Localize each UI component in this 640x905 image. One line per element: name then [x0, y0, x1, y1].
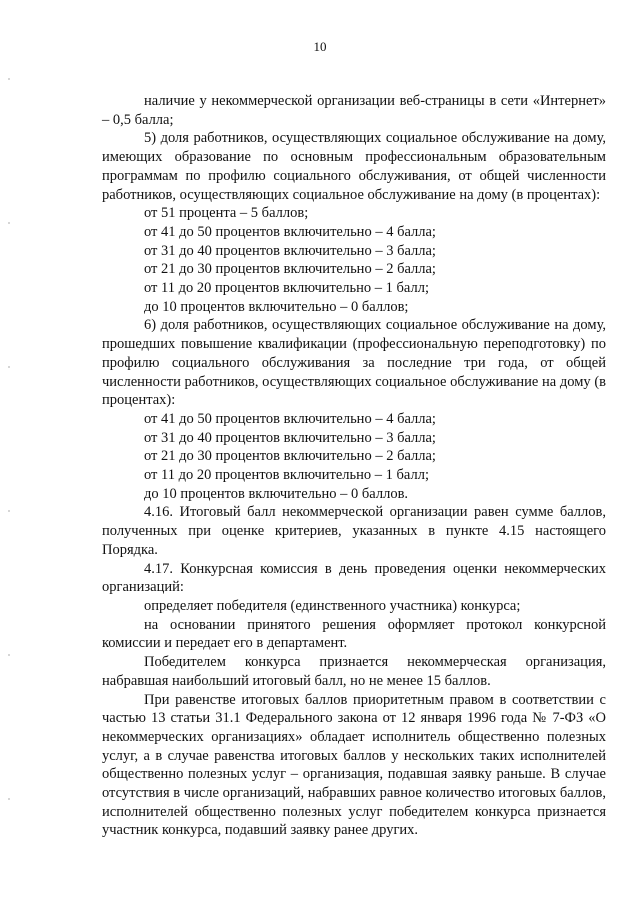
paragraph: При равенстве итоговых баллов приоритетным правом в соответствии с частью 13 статьи 31.1 Федерального закона от 12 января 1996 года № 7-ФЗ «О некоммерческих организациях» обладает исполнитель общественно полезных услуг, а в случае равенства итоговых баллов у нескольких таких исполнителей общественно полезных услуг – организация, подавшая заявку раньше. В случае отсутствия в числе организаций, набравших равное количество итоговых баллов, исполнителей общественно полезных услуг победителем конкурса признается участник конкурса, подавший заявку ранее других. — [102, 691, 606, 839]
list-item: от 41 до 50 процентов включительно – 4 балла; — [144, 223, 436, 240]
paragraph: 5) доля работников, осуществляющих социальное обслуживание на дому, имеющих образование по основным профессиональным образовательным программам по профилю социального обслуживания, от общей численности работников, осуществляющих социальное обслуживание на дому (в процентах): — [102, 130, 606, 203]
paragraph: 4.17. Конкурсная комиссия в день проведения оценки некоммерческих организаций: — [102, 560, 606, 596]
list-item: до 10 процентов включительно – 0 баллов. — [144, 485, 409, 502]
paragraph: 4.16. Итоговый балл некоммерческой организации равен сумме баллов, полученных при оценке критериев, указанных в пункте 4.15 настоящего Порядка. — [102, 504, 606, 558]
list-item: от 51 процента – 5 баллов; — [144, 205, 309, 222]
list-item: определяет победителя (единственного участника) конкурса; — [144, 597, 521, 614]
list-item: от 31 до 40 процентов включительно – 3 балла; — [144, 242, 436, 259]
paragraph: 6) доля работников, осуществляющих социальное обслуживание на дому, прошедших повышение квалификации (профессиональную переподготовку) по профилю социального обслуживания за последние три года, от общей численности работников, осуществляющих социальное обслуживание на дому (в процентах): — [102, 317, 606, 409]
list-item: от 41 до 50 процентов включительно – 4 балла; — [144, 410, 436, 427]
page-number: 10 — [313, 39, 327, 54]
paragraph: наличие у некоммерческой организации веб-страницы в сети «Интернет» – 0,5 балла; — [102, 93, 606, 128]
list-item: от 11 до 20 процентов включительно – 1 балл; — [144, 280, 429, 297]
paragraph: Победителем конкурса признается некоммерческая организация, набравшая наибольший итоговый балл, но не менее 15 баллов. — [102, 654, 606, 689]
scan-edge-marks — [0, 0, 20, 905]
document-text — [102, 92, 606, 840]
list-item: от 21 до 30 процентов включительно – 2 балла; — [144, 448, 436, 465]
list-item: от 11 до 20 процентов включительно – 1 балл; — [144, 467, 429, 484]
list-item: от 21 до 30 процентов включительно – 2 балла; — [144, 261, 436, 278]
list-item: до 10 процентов включительно – 0 баллов; — [144, 298, 409, 315]
list-item: от 31 до 40 процентов включительно – 3 балла; — [144, 429, 436, 446]
paragraph: на основании принятого решения оформляет протокол конкурсной комиссии и передает его в департамент. — [102, 616, 606, 652]
